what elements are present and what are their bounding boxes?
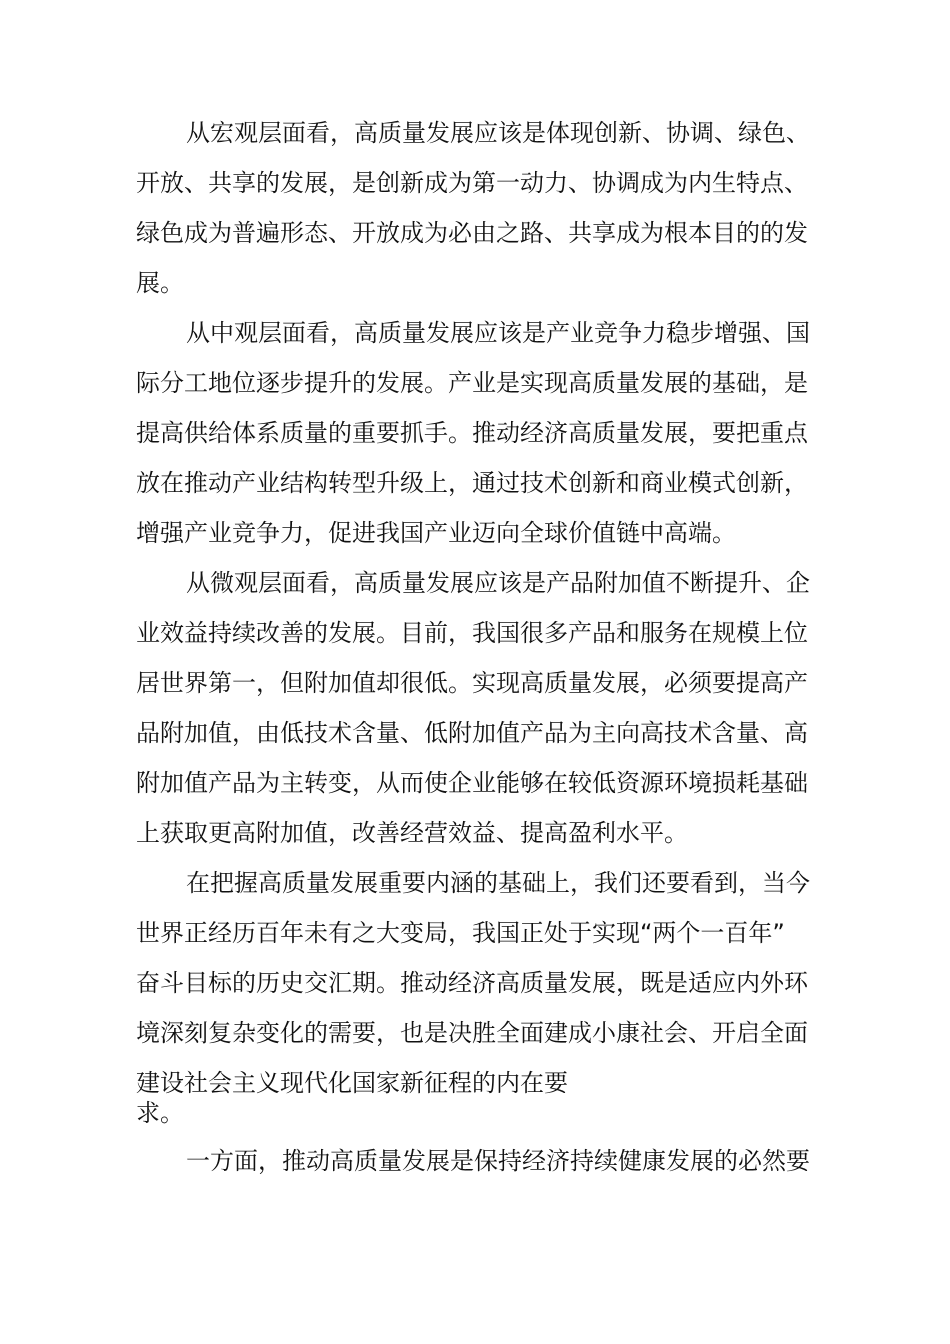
paragraph-line: 奋斗目标的历史交汇期。推动经济高质量发展，既是适应内外环 [136,969,808,997]
paragraph-line: 从微观层面看，高质量发展应该是产品附加值不断提升、企 [186,569,810,597]
paragraph-line: 境深刻复杂变化的需要，也是决胜全面建成小康社会、开启全面 [136,1019,808,1047]
paragraph-line: 品附加值，由低技术含量、低附加值产品为主向高技术含量、高 [136,719,808,747]
paragraph-line: 从宏观层面看，高质量发展应该是体现创新、协调、绿色、 [186,119,810,147]
paragraph-line: 增强产业竞争力，促进我国产业迈向全球价值链中高端。 [136,519,736,547]
paragraph-line: 建设社会主义现代化国家新征程的内在要 [136,1069,568,1097]
paragraph-line: 求。 [136,1099,184,1127]
paragraph-line: 开放、共享的发展，是创新成为第一动力、协调成为内生特点、 [136,169,808,197]
paragraph-line: 附加值产品为主转变，从而使企业能够在较低资源环境损耗基础 [136,769,808,797]
paragraph-line: 提高供给体系质量的重要抓手。推动经济高质量发展，要把重点 [136,419,808,447]
paragraph-line: 绿色成为普遍形态、开放成为必由之路、共享成为根本目的的发 [136,219,808,247]
paragraph-line: 世界正经历百年未有之大变局，我国正处于实现“两个一百年” [136,919,785,947]
paragraph-line: 展。 [136,269,184,297]
paragraph-line: 居世界第一，但附加值却很低。实现高质量发展，必须要提高产 [136,669,808,697]
paragraph-line: 业效益持续改善的发展。目前，我国很多产品和服务在规模上位 [136,619,808,647]
paragraph-line: 上获取更高附加值，改善经营效益、提高盈利水平。 [136,819,688,847]
paragraph-line: 放在推动产业结构转型升级上，通过技术创新和商业模式创新， [136,469,808,497]
paragraph-line: 从中观层面看，高质量发展应该是产业竞争力稳步增强、国 [186,319,810,347]
paragraph-line: 一方面，推动高质量发展是保持经济持续健康发展的必然要 [186,1147,810,1175]
paragraph-line: 在把握高质量发展重要内涵的基础上，我们还要看到，当今 [186,869,810,897]
paragraph-line: 际分工地位逐步提升的发展。产业是实现高质量发展的基础，是 [136,369,808,397]
